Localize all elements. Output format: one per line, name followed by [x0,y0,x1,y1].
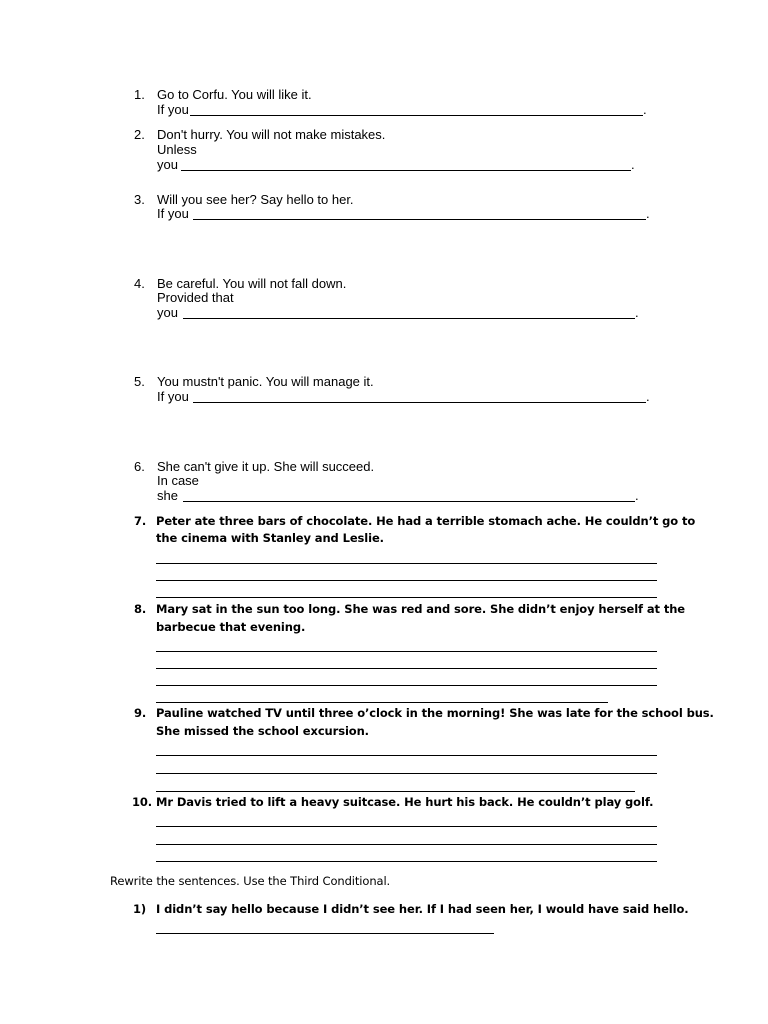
item-period: . [631,157,635,172]
item-number: 1. [134,87,145,102]
answer-line[interactable] [156,563,657,564]
item-period: . [635,488,639,503]
answer-line[interactable] [156,861,657,862]
item-lead: If you [157,389,189,404]
item-sentence: Peter ate three bars of chocolate. He had a terrible stomach ache. He couldn’t go to [156,514,696,528]
item-lead: If you [157,206,189,221]
item-lead: she [157,488,178,503]
item-number: 6. [134,459,145,474]
item-sentence: Go to Corfu. You will like it. [157,87,312,102]
item-sentence: She can't give it up. She will succeed. [157,459,375,474]
answer-line[interactable] [156,668,657,669]
item-lead: If you [157,102,189,117]
answer-line[interactable] [183,501,635,502]
item-sentence: Will you see her? Say hello to her. [157,192,354,207]
answer-line[interactable] [181,170,631,171]
answer-line[interactable] [156,651,657,652]
item-sentence: Mary sat in the sun too long. She was red and sore. She didn’t enjoy herself at the [156,602,686,616]
item-number: 8. [134,602,147,616]
item-number: 10. [132,795,153,809]
answer-line[interactable] [156,826,657,827]
answer-line[interactable] [156,755,657,756]
item-period: . [635,305,639,320]
item-sentence: Don't hurry. You will not make mistakes. [157,127,386,142]
item-lead: Provided that [157,290,234,305]
answer-line[interactable] [156,933,494,934]
answer-line[interactable] [190,115,643,116]
example-sentence: I didn’t say hello because I didn’t see her. If I had seen her, I would have said hello. [156,902,689,916]
item-number: 2. [134,127,145,142]
item-period: . [646,389,650,404]
item-sentence: Be careful. You will not fall down. [157,276,347,291]
example-number: 1) [133,902,147,916]
answer-line[interactable] [156,844,657,845]
item-number: 3. [134,192,145,207]
item-sentence: You mustn't panic. You will manage it. [157,374,374,389]
answer-line[interactable] [156,685,657,686]
item-sentence-cont: the cinema with Stanley and Leslie. [156,531,384,545]
item-number: 5. [134,374,145,389]
item-number: 4. [134,276,145,291]
item-lead: you [157,157,178,172]
answer-line[interactable] [193,402,646,403]
item-lead: In case [157,473,199,488]
item-lead: Unless [157,142,197,157]
answer-line[interactable] [156,791,635,792]
answer-line[interactable] [156,580,657,581]
answer-line[interactable] [156,597,657,598]
answer-line[interactable] [156,702,608,703]
item-sentence: Pauline watched TV until three o’clock in the morning! She was late for the school bus. [156,706,714,720]
item-number: 7. [134,514,147,528]
answer-line[interactable] [156,773,657,774]
item-period: . [643,102,647,117]
section-heading: Rewrite the sentences. Use the Third Conditional. [110,874,391,888]
item-sentence-cont: She missed the school excursion. [156,724,369,738]
item-lead: you [157,305,178,320]
answer-line[interactable] [183,318,635,319]
item-sentence-cont: barbecue that evening. [156,620,306,634]
item-period: . [646,206,650,221]
answer-line[interactable] [193,219,646,220]
item-sentence: Mr Davis tried to lift a heavy suitcase. He hurt his back. He couldn’t play golf. [156,795,654,809]
item-number: 9. [134,706,147,720]
